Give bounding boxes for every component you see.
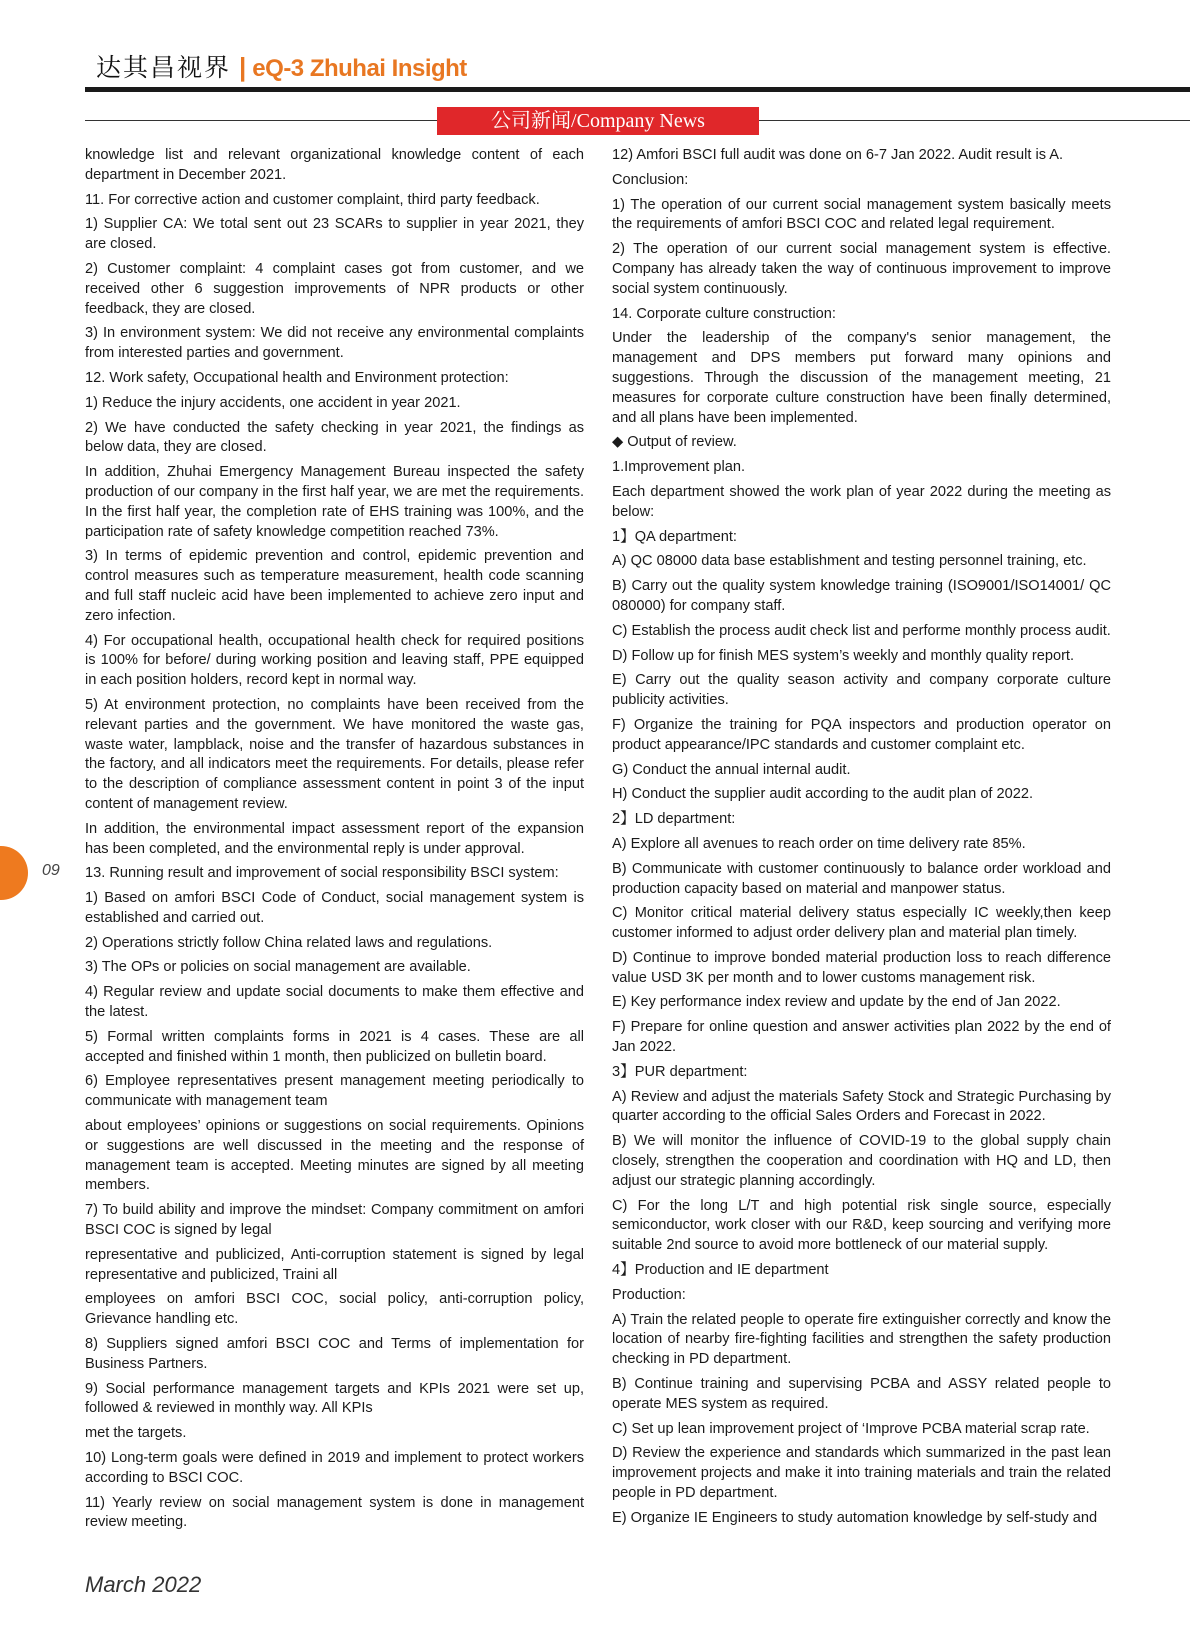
paragraph: 1) Reduce the injury accidents, one accident in year 2021.	[85, 394, 461, 411]
paragraph: 2】LD department:	[612, 811, 736, 828]
paragraph: D) Follow up for finish MES system’s weekly and monthly quality report.	[612, 647, 1075, 664]
paragraph: A) Explore all avenues to reach order on time delivery rate 85%.	[612, 835, 1026, 852]
paragraph: D) Review the experience and standards which summarized in the past lean improvement projects and make it into training materials and train the related people in PD department.	[612, 1445, 1111, 1502]
paragraph: 3) In terms of epidemic prevention and control, epidemic prevention and control measures such as temperature measurement, health code scanning and full staff nucleic acid have been implemented to achieve zero input and zero infection.	[85, 548, 584, 624]
masthead-separator: |	[239, 52, 247, 82]
paragraph: C) Monitor critical material delivery status especially IC weekly,then keep customer informed to adjust order delivery plan and material plan timely.	[612, 905, 1111, 942]
paragraph: In addition, the environmental impact assessment report of the expansion has been completed, and the environmental reply is under approval.	[85, 820, 584, 857]
paragraph: F) Prepare for online question and answer activities plan 2022 by the end of Jan 2022.	[612, 1019, 1111, 1056]
paragraph: B) Carry out the quality system knowledge training (ISO9001/ISO14001/ QC 080000) for company staff.	[612, 578, 1111, 614]
paragraph: 6) Employee representatives present management meeting periodically to communicate with management team	[85, 1073, 584, 1110]
paragraph: 8) Suppliers signed amfori BSCI COC and Terms of implementation for Business Partners.	[85, 1336, 584, 1372]
paragraph: 1) Supplier CA: We total sent out 23 SCARs to supplier in year 2021, they are closed.	[85, 216, 584, 253]
paragraph: C) Set up lean improvement project of ‘Improve PCBA material scrap rate.	[612, 1420, 1090, 1437]
paragraph: 13. Running result and improvement of social responsibility BSCI system:	[85, 865, 559, 882]
paragraph: met the targets.	[85, 1425, 187, 1442]
paragraph: about employees’ opinions or suggestions on social requirements. Opinions or suggestions are well discussed in the meeting and the response of management team is accepted. Meeting minutes are signed by all meeting members.	[85, 1118, 584, 1194]
paragraph: E) Key performance index review and update by the end of Jan 2022.	[612, 994, 1061, 1011]
paragraph: knowledge list and relevant organizational knowledge content of each department in December 2021.	[85, 147, 584, 183]
paragraph: ◆ Output of review.	[612, 434, 737, 451]
paragraph: 3) The OPs or policies on social management are available.	[85, 959, 471, 976]
paragraph: Production:	[612, 1286, 686, 1303]
paragraph: D) Continue to improve bonded material production loss to reach difference value USD 3K per month and to lower customs management risk.	[612, 949, 1111, 986]
left-column	[85, 146, 584, 1538]
paragraph: 5) At environment protection, no complaints have been received from the relevant parties and the government. We have monitored the waste gas, waste water, lampblack, noise and the transfer of hazardous substances in the factory, and all indicators meet the requirements. For details, please refer to the description of compliance assessment content in point 3 of the input content of management review.	[85, 696, 584, 812]
paragraph: 11. For corrective action and customer complaint, third party feedback.	[85, 191, 540, 208]
paragraph: 3】PUR department:	[612, 1063, 748, 1080]
paragraph: A) Review and adjust the materials Safety Stock and Strategic Purchasing by quarter according to the official Sales Orders and Forecast in 2022.	[612, 1088, 1111, 1125]
paragraph: C) Establish the process audit check list and performe monthly process audit.	[612, 622, 1111, 639]
paragraph: E) Carry out the quality season activity and company corporate culture publicity activities.	[612, 672, 1111, 709]
right-column	[612, 146, 1111, 1534]
paragraph: 1) The operation of our current social management system basically meets the requirements of amfori BSCI COC and related legal requirement.	[612, 196, 1111, 233]
paragraph: H) Conduct the supplier audit according to the audit plan of 2022.	[612, 786, 1034, 803]
paragraph: 14. Corporate culture construction:	[612, 305, 836, 322]
paragraph: 2) Customer complaint: 4 complaint cases got from customer, and we received other 6 suggestion improvements of NPR products or other feedback, they are closed.	[85, 260, 584, 317]
paragraph: 2) The operation of our current social management system is effective. Company has already taken the way of continuous improvement to improve social system continuously.	[612, 241, 1111, 297]
paragraph: 9) Social performance management targets and KPIs 2021 were set up, followed & reviewed in monthly way. All KPIs	[85, 1380, 584, 1417]
paragraph: In addition, Zhuhai Emergency Management Bureau inspected the safety production of our company in the first half year, we are met the requirements. In the first half year, the completion rate of EHS training was 100%, and the participation rate of safety knowledge competition reached 73%.	[85, 464, 584, 540]
paragraph: 1.Improvement plan.	[612, 459, 746, 476]
paragraph: C) For the long L/T and high potential risk single source, especially semiconductor, work closer with our R&D, keep sourcing and verifying more suitable 2nd source to avoid more bottleneck of our material supply.	[612, 1197, 1111, 1254]
paragraph: B) We will monitor the influence of COVID-19 to the global supply chain closely, strengthen the cooperation and coordination with HQ and LD, then adjust our strategic planning accordingly.	[612, 1133, 1111, 1189]
page-marker-dot	[0, 846, 28, 900]
paragraph: Under the leadership of the company's senior management, the management and DPS members put forward many opinions and suggestions. Through the discussion of the management meeting, 21 measures for corporate culture construction have been finally determined, and all plans have been implemented.	[612, 330, 1111, 426]
paragraph: 10) Long-term goals were defined in 2019 and implement to protect workers according to BSCI COC.	[85, 1450, 584, 1486]
paragraph: F) Organize the training for PQA inspectors and production operator on product appearance/IPC standards and customer complaint etc.	[612, 716, 1111, 753]
paragraph: G) Conduct the annual internal audit.	[612, 761, 851, 778]
header-rule-thick	[85, 87, 1190, 92]
paragraph: representative and publicized, Anti-corruption statement is signed by legal representative and publicized, Traini all	[85, 1246, 584, 1283]
paragraph: 7) To build ability and improve the mindset: Company commitment on amfori BSCI COC is signed by legal	[85, 1202, 584, 1239]
paragraph: 4) Regular review and update social documents to make them effective and the latest.	[85, 984, 584, 1021]
paragraph: 2) We have conducted the safety checking in year 2021, the findings as below data, they are closed.	[85, 419, 584, 456]
page-number: 09	[42, 862, 60, 879]
paragraph: 5) Formal written complaints forms in 2021 is 4 cases. These are all accepted and finished within 1 month, then publicized on bulletin board.	[85, 1028, 584, 1065]
section-tag: 公司新闻/Company News	[437, 107, 759, 135]
paragraph: 11) Yearly review on social management system is done in management review meeting.	[85, 1494, 584, 1531]
paragraph: B) Continue training and supervising PCBA and ASSY related people to operate MES system as required.	[612, 1376, 1111, 1412]
paragraph: employees on amfori BSCI COC, social policy, anti-corruption policy, Grievance handling etc.	[85, 1291, 584, 1328]
paragraph: 3) In environment system: We did not receive any environmental complaints from interested parties and government.	[85, 325, 584, 362]
paragraph: 1】QA department:	[612, 528, 737, 545]
issue-date: March 2022	[85, 1572, 202, 1597]
masthead-title-en: eQ-3 Zhuhai Insight	[252, 55, 467, 82]
paragraph: E) Organize IE Engineers to study automation knowledge by self-study and	[612, 1509, 1098, 1526]
paragraph: 4) For occupational health, occupational health check for required positions is 100% for before/ during working position and leaving staff, PPE equipped in each position holders, record kept in normal way.	[85, 632, 584, 689]
paragraph: A) QC 08000 data base establishment and testing personnel training, etc.	[612, 553, 1087, 570]
paragraph: 4】Production and IE department	[612, 1262, 829, 1279]
paragraph: Conclusion:	[612, 171, 689, 188]
paragraph: 2) Operations strictly follow China related laws and regulations.	[85, 934, 493, 951]
paragraph: A) Train the related people to operate fire extinguisher correctly and know the location of nearby fire-fighting facilities and strengthen the safety production checking in PD department.	[612, 1311, 1111, 1368]
masthead	[96, 48, 467, 88]
paragraph: B) Communicate with customer continuously to balance order workload and production capacity based on material and manpower status.	[612, 860, 1111, 897]
paragraph: 12. Work safety, Occupational health and Environment protection:	[85, 369, 509, 386]
paragraph: 12) Amfori BSCI full audit was done on 6-7 Jan 2022. Audit result is A.	[612, 147, 1064, 163]
paragraph: 1) Based on amfori BSCI Code of Conduct, social management system is established and carried out.	[85, 890, 584, 926]
paragraph: Each department showed the work plan of year 2022 during the meeting as below:	[612, 483, 1111, 520]
masthead-title-cn: 达其昌视界	[96, 53, 232, 82]
